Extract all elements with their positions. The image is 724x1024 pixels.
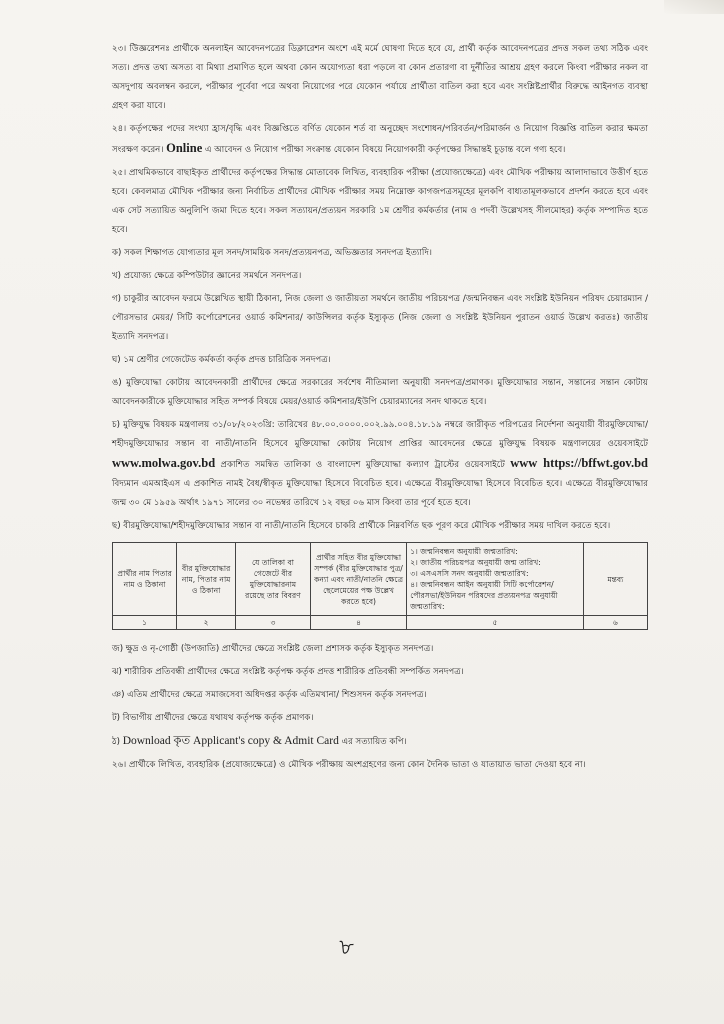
- page-number-handwritten: ৮: [338, 934, 356, 961]
- item-kha: খ) প্রযোজ্য ক্ষেত্রে কম্পিউটার জ্ঞানের সমর্থনে সনদপত্র।: [112, 271, 302, 281]
- item-ca-part1: চ) মুক্তিযুদ্ধ বিষয়ক মন্ত্রণালয় ৩১/০৮/২০২৩খ্রি: তারিখের ৪৮.০০.০০০০.০০২.৯৯.০০৪.১৮.১৯ নম্বরে জারীকৃত পরিপত্রের নির্দেশনা অনুযায়ী বীরমুক্তিযোদ্ধা/শহীদমুক্তিযোদ্ধার সন্তান বা নাতী/নাতনি হিসেবে মুক্তিযোদ্ধা কোটায় নিয়োগ প্রাপ্তির আবেদনের ক্ষেত্রে মুক্তিযুদ্ধ বিষয়ক মন্ত্রণালয়ের ওয়েবসাইটে: [112, 420, 648, 449]
- table-number-cell: ১: [113, 616, 177, 630]
- table-header-row: [113, 543, 648, 616]
- item-jha: ঝ) শারীরিক প্রতিবন্ধী প্রার্থীদের ক্ষেত্রে সংশ্লিষ্ট কর্তৃপক্ষ কর্তৃক প্রদত্ত শারীরিক প্রতিবন্ধী সম্পর্কিত সনদপত্র।: [112, 667, 464, 677]
- table-number-cell: ৫: [407, 616, 584, 630]
- document-body: [112, 40, 648, 779]
- item-tha-suffix: এর সত্যায়িত কপি।: [341, 737, 407, 747]
- item-ca-part3: বিদ্যমান এমআইএস এ প্রকাশিত নামই বৈধ/স্বীকৃত মুক্তিযোদ্ধা হিসেবে বিবেচিত হবে। এক্ষেত্রে বীরমুক্তিযোদ্ধা হিসেবে বিবেচিত হবে। এক্ষেত্রে বীরমুক্তিযোদ্ধার জন্ম ৩০ মে ১৯৫৯ অর্থাৎ ১৯৭১ সালের ৩০ নভেম্বর তারিখে ১২ বছর ০৬ মাস কিংবা তার পূর্বে হতে হবে।: [112, 479, 648, 508]
- item-tha-prefix: ঠ): [112, 737, 120, 747]
- paragraph-24-text-before: ২৪। কর্তৃপক্ষের পদের সংখ্যা হ্রাস/বৃদ্ধি এবং বিজ্ঞপ্তিতে বর্ণিত যেকোন শর্ত বা অনুচ্ছেদ সংশোধন/পরিবর্তন/পরিমার্জন ও নিয়োগ বিজ্ঞপ্তি বাতিল করার ক্ষমতা সংরক্ষণ করেন।: [112, 124, 648, 155]
- paragraph-24: [112, 120, 648, 160]
- table-header-cell: প্রার্থীর সহিত বীর মুক্তিযোদ্ধা সম্পর্ক (বীর মুক্তিযোদ্ধার পুত্র/কন্যা এবং নাতী/নাতনি ক্ষেত্রে ছেলেমেয়ের পক্ষ উল্লেখ করতে হবে): [310, 543, 406, 616]
- item-ca-part2: প্রকাশিত সমন্বিত তালিকা ও বাংলাদেশ মুক্তিযোদ্ধা কল্যাণ ট্রাস্টের ওয়েবসাইটে: [220, 460, 505, 470]
- item-ka: ক) সকল শিক্ষাগত যোগ্যতার মূল সনদ/সাময়িক সনদ/প্রত্যয়নপত্র, অভিজ্ঞতার সনদপত্র ইত্যাদি।: [112, 248, 432, 258]
- freedom-fighter-info-table: [112, 542, 648, 630]
- item-uma: ঙ) মুক্তিযোদ্ধা কোটায় আবেদনকারী প্রার্থীদের ক্ষেত্রে সরকারের সর্বশেষ নীতিমালা অনুযায়ী সনদপত্র/প্রমাণক। মুক্তিযোদ্ধার সন্তান, সন্তানের সন্তান কোটায় আবেদনকারীকে মুক্তিযোদ্ধার সহিত সম্পর্ক বিষয়ে মেয়র/ওয়ার্ড কমিশনার/ইউপি চেয়ারম্যানের সনদ থাকতে হবে।: [112, 378, 648, 407]
- item-gha: ঘ) ১ম শ্রেণীর গেজেটেড কর্মকর্তা কর্তৃক প্রদত্ত চারিত্রিক সনদপত্র।: [112, 355, 331, 365]
- table-number-cell: ৬: [583, 616, 647, 630]
- paragraph-26: ২৬। প্রার্থীকে লিখিত, ব্যবহারিক (প্রযোজ্যক্ষেত্রে) ও মৌখিক পরীক্ষায় অংশগ্রহণের জন্য কোন দৈনিক ভাতা ও যাতায়াত ভাতা দেওয়া হবে না।: [112, 760, 586, 770]
- table-header-cell: ১। জন্মনিবন্ধন অনুযায়ী জন্মতারিখ: ২। জাতীয় পরিচয়পত্র অনুযায়ী জন্ম তারিখ: ৩। এসএসসি সনদ অনুযায়ী জন্মতারিখ: ৪। জন্মনিবন্ধন আইন অনুযায়ী সিটি কর্পোরেশন/পৌরসভা/ইউনিয়ন পরিষদের প্রত্যয়নপত্র অনুযায়ী জন্মতারিখ:: [407, 543, 584, 616]
- item-tha: [112, 732, 648, 752]
- item-ta: ট) বিভাগীয় প্রার্থীদের ক্ষেত্রে যথাযথ কর্তৃপক্ষ কর্তৃক প্রমাণক।: [112, 713, 314, 723]
- paragraph-24-text-after: এ আবেদন ও নিয়োগ পরীক্ষা সংক্রান্ত যেকোন বিষয়ে নিয়োগকারী কর্তৃপক্ষের সিদ্ধান্তই চূড়ান্ত বলে গণ্য হবে।: [204, 145, 566, 155]
- table-header-cell: বীর মুক্তিযোদ্ধার নাম, পিতার নাম ও ঠিকানা: [177, 543, 236, 616]
- item-nya: ঞ) এতিম প্রার্থীদের ক্ষেত্রে সমাজসেবা অধিদপ্তর কর্তৃক এতিমখানা/ শিশুসদন কর্তৃক সনদপত্র।: [112, 690, 427, 700]
- item-ca: [112, 416, 648, 513]
- table-number-cell: ৪: [310, 616, 406, 630]
- table-number-cell: ৩: [236, 616, 311, 630]
- table-header-cell: মন্তব্য: [583, 543, 647, 616]
- table-number-row: [113, 616, 648, 630]
- item-ja: জ) ক্ষুদ্র ও নৃ-গোষ্ঠী (উপজাতি) প্রার্থীদের ক্ষেত্রে সংশ্লিষ্ট জেলা প্রশাসক কর্তৃক ইস্যুকৃত সনদপত্র।: [112, 644, 434, 654]
- page-fold-shadow: [664, 0, 724, 14]
- item-cha: ছ) বীরমুক্তিযোদ্ধা/শহীদমুক্তিযোদ্ধার সন্তান বা নাতী/নাতনি হিসেবে চাকরি প্রার্থীকে নিম্নবর্ণিত ছক পূরণ করে মৌখিক পরীক্ষার সময় দাখিল করতে হবে।: [112, 521, 611, 531]
- table-header-cell: যে তালিকা বা গেজেটে বীর মুক্তিযোদ্ধারনাম রয়েছে তার বিবরণ: [236, 543, 311, 616]
- online-word: Online: [166, 141, 203, 155]
- item-tha-latin: Download কৃত Applicant's copy & Admit Card: [122, 735, 339, 747]
- item-ga: গ) চাকুরীর আবেদন ফরমে উল্লেখিত স্থায়ী ঠিকানা, নিজ জেলা ও জাতীয়তা সমর্থনে জাতীয় পরিচয়পত্র /জন্মনিবন্ধন এবং সংশ্লিষ্ট ইউনিয়ন পরিষদ চেয়ারম্যান /পৌরসভার মেয়র/ সিটি কর্পোরেশনের ওয়ার্ড কমিশনার/ কাউন্সিলর কর্তৃক ইস্যুকৃত (নিজ জেলা ও সংশ্লিষ্ট ইউনিয়ন পুরাতন ওয়ার্ড উল্লেখ করতঃ) জাতীয় ইত্যাদি সনদপত্র।: [112, 294, 649, 342]
- table-number-cell: ২: [177, 616, 236, 630]
- paragraph-25: ২৫। প্রাথমিকভাবে বাছাইকৃত প্রার্থীদের কর্তৃপক্ষের সিদ্ধান্ত মোতাবেক লিখিত, ব্যবহারিক পরীক্ষা (প্রযোজ্যক্ষেত্রে) এবং মৌখিক পরীক্ষায় আলাদাভাবে উত্তীর্ণ হতে হবে। কেবলমাত্র মৌখিক পরীক্ষার জন্য নির্বাচিত প্রার্থীদের মৌখিক পরীক্ষার সময় নিম্নোক্ত কাগজপত্রসমূহের মূলকপি বাধ্যতামূলকভাবে প্রদর্শন করতে হবে এবং এক সেট সত্যায়িত অনুলিপি জমা দিতে হবে। সকল সত্যায়ন/প্রত্যয়ন সরকারি ১ম শ্রেণীর কর্মকর্তার (নাম ও পদবী উল্লেখসহ সীলমোহর) কর্তৃক সম্পাদিত হতে হবে।: [112, 168, 648, 235]
- table-header-cell: প্রার্থীর নাম পিতার নাম ও ঠিকানা: [113, 543, 177, 616]
- paragraph-23: ২৩। উিজ্ঞরেশনঃ প্রার্থীকে অনলাইন আবেদনপত্রের ডিক্লারেশন অংশে এই মর্মে ঘোষণা দিতে হবে যে, প্রার্থী কর্তৃক আবেদনপত্রের প্রদত্ত সকল তথ্য সঠিক এবং সত্য। প্রদত্ত তথ্য অসত্য বা মিথ্যা প্রমাণিত হলে অথবা কোন অযোগ্যতা ধরা পড়লে বা কোন প্রতারণা বা দুর্নীতির আশ্রয় গ্রহণ করলে কিংবা পরীক্ষার নকল বা অসদুপায় অবলম্বন করলে, পরীক্ষার পূর্বেবা পরে অথবা নিয়োগের পরে যেকোন পর্যায়ে প্রার্থীতা বাতিল করা হবে এবং সংশ্লিষ্টপ্রার্থীর বিরুদ্ধে আইনগত ব্যবস্থা গ্রহণ করা যাবে।: [112, 44, 648, 111]
- website-bffwt: www https://bffwt.gov.bd: [510, 456, 648, 470]
- website-molwa: www.molwa.gov.bd: [112, 456, 216, 470]
